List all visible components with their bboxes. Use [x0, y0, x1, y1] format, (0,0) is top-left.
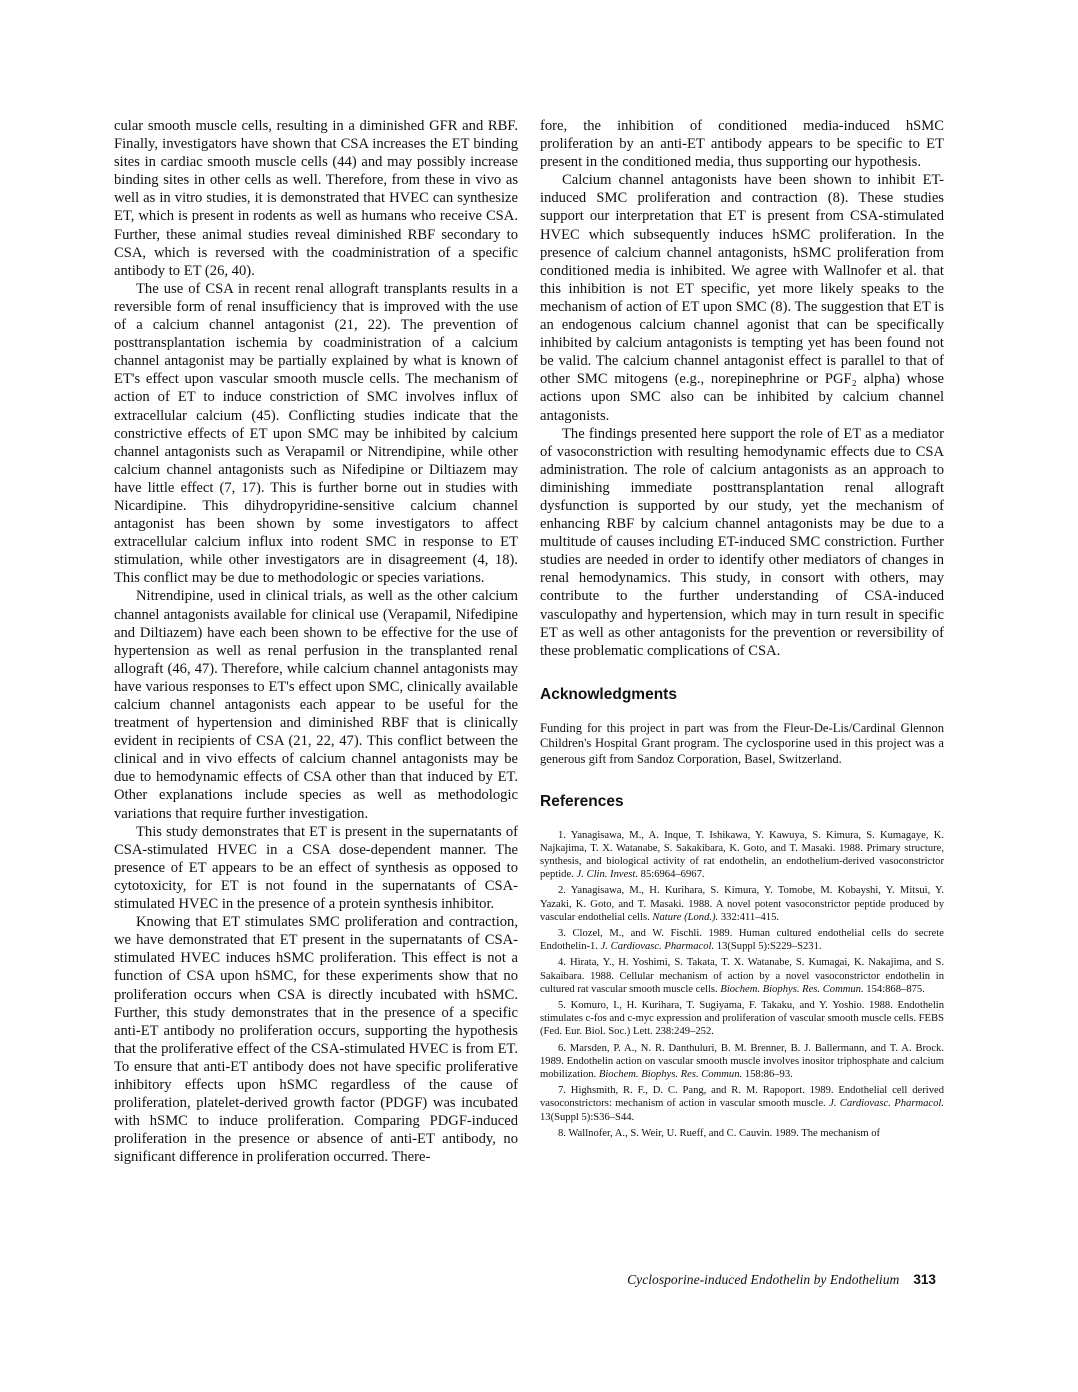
reference-text: 7. Highsmith, R. F., D. C. Pang, and R. M. Rapoport. 1989. Endothelial cell derived vasoconstrictors: mechanism of action in vascular smooth muscle.: [540, 1085, 944, 1110]
reference-text: 5. Komuro, I., H. Kurihara, T. Sugiyama, F. Takaku, and Y. Yoshio. 1988. Endothelin stimulates c-fos and c-myc expression and proliferation of vascular smooth muscle cells. FEBS (Fed. Eur. Biol. Soc.) Lett. 238:249–252.: [540, 1000, 944, 1038]
reference-text: 6. Marsden, P. A., N. R. Danthuluri, B. M. Brenner, B. J. Ballermann, and T. A. Brock. 1989. Endothelin action on vascular smooth muscle involves inositor triphosphate and calcium mobilization.: [540, 1042, 944, 1081]
reference-list: [540, 829, 944, 1140]
reference-text: 4. Hirata, Y., H. Yoshimi, S. Takata, T. X. Watanabe, S. Kumagai, K. Nakajima, and S. Sakaibara. 1988. Cellular mechanism of action by a novel vasoconstrictor endothelin in cultured rat vascular smooth muscle cells.: [540, 957, 944, 995]
body-paragraph: The findings presented here support the role of ET as a mediator of vasoconstriction with resulting hemodynamic effects due to CSA administration. The role of calcium antagonists as an approach to diminishing immediate posttransplantation renal allograft dysfunction is supported by our study, yet the mechanism of enhancing RBF by calcium channel antagonists may be due to a multitude of causes including ET-induced SMC constriction. Further studies are needed in order to identify other mediators of changes in renal hemodynamics. This study, in consort with others, may contribute to the further understanding of CSA-induced vasculopathy and hypertension, which may in turn result in specific ET as well as other antagonists for the prevention or reversibility of these problematic complications of CSA.: [540, 425, 944, 659]
left-column: [114, 117, 518, 1166]
reference-item: [540, 999, 944, 1039]
page-footer: [596, 1272, 936, 1288]
reference-item: [540, 884, 944, 924]
body-paragraph: This study demonstrates that ET is present in the supernatants of CSA-stimulated HVEC in a CSA dose-dependent manner. The presence of ET appears to be an effect of synthesis as opposed to cytotoxicity, for ET is not found in the supernatants of CSA-stimulated HVEC in the presence of a protein synthesis inhibitor.: [114, 823, 518, 913]
reference-tail: 13(Suppl 5):S229–S231.: [716, 941, 822, 953]
reference-text: 3. Clozel, M., and W. Fischli. 1989. Human cultured endothelial cells do secrete Endothelin-1.: [540, 928, 944, 953]
body-paragraph: cular smooth muscle cells, resulting in a diminished GFR and RBF. Finally, investigators have shown that CSA increases the ET binding sites in cardiac smooth muscle cells (44) and may possibly increase binding sites in other cells as well. Therefore, from these in vivo as well as in vitro studies, it is demonstrated that HVEC can synthesize ET, which is present in rodents as well as humans who receive CSA. Further, these animal studies reveal diminished RBF secondary to CSA, which is reversed with the coadministration of a specific antibody to ET (26, 40).: [114, 118, 518, 279]
reference-journal: Biochem. Biophys. Res. Commun.: [598, 1069, 743, 1081]
body-paragraph: Nitrendipine, used in clinical trials, as well as the other calcium channel antagonists available for clinical use (Verapamil, Nifedipine and Diltiazem) have each been shown to be effective for the use of hypertension as well as renal perfusion in the transplanted renal allograft (46, 47). Therefore, while calcium channel antagonists may have various responses to ET's effect upon SMC, clinically available calcium channel antagonists each appear to be useful for the treatment of hypertension and diminished RBF that is clinically evident in recipients of CSA (21, 22, 47). This conflict between the clinical and in vivo effects of calcium channel antagonists may be due to hemodynamic effects of CSA other than that induced by ET. Other explanations include species as well as methodologic variations that require further investigation.: [114, 588, 518, 822]
running-title: Cyclosporine-induced Endothelin by Endothelium: [627, 1272, 900, 1287]
reference-tail: 332:411–415.: [720, 911, 780, 923]
reference-journal: J. Clin. Invest.: [576, 869, 638, 881]
reference-item: [540, 956, 944, 996]
body-paragraph: Calcium channel antagonists have been shown to inhibit ET-induced SMC proliferation and contraction (8). These studies support our interpretation that ET is present from CSA-stimulated HVEC which subsequently induces hSMC proliferation. In the presence of calcium channel antagonists, hSMC proliferation from conditioned media is inhibited. We agree with Wallnofer et al. that this inhibition is not ET specific, yet more likely speaks to the mechanism of action of ET upon SMC (8). The suggestion that ET is an endogenous calcium channel agonist that can be specifically inhibited by calcium antagonists is tempting yet has been found not be valid. The calcium channel antagonist effect is parallel to that of other SMC mitogens (e.g., norepinephrine or PGF₂ alpha) whose actions upon SMC also can be inhibited by calcium channel antagonists.: [540, 172, 944, 424]
reference-text: 8. Wallnofer, A., S. Weir, U. Rueff, and C. Cauvin. 1989. The mechanism of: [558, 1127, 881, 1139]
reference-item: [540, 1084, 944, 1124]
reference-journal: Nature (Lond.).: [652, 911, 719, 923]
right-column: [540, 117, 944, 1143]
reference-item: [540, 1042, 944, 1082]
references-heading: References: [540, 792, 624, 810]
reference-item: [540, 829, 944, 882]
reference-journal: Biochem. Biophys. Res. Commun.: [720, 983, 864, 995]
reference-tail: 13(Suppl 5):S36–S44.: [540, 1111, 635, 1123]
reference-tail: 154:868–875.: [866, 983, 925, 995]
body-paragraph: Knowing that ET stimulates SMC proliferation and contraction, we have demonstrated that ET present in the supernatants of CSA-stimulated HVEC induces hSMC proliferation. This effect is not a function of CSA upon hSMC, for these experiments show that no proliferation occurs when CSA is directly incubated with hSMC. Further, this study demonstrates that in the presence of a specific anti-ET antibody no proliferation occurs, supporting the hypothesis that the proliferative effect of the CSA-stimulated HVEC is from ET. To ensure that anti-ET antibody does not have specific proliferative inhibitory effects upon hSMC regardless of the cause of proliferation, platelet-derived growth factor (PDGF) was incubated with hSMC to induce proliferation. Comparing PDGF-induced proliferation in the presence or absence of anti-ET antibody, no significant difference in proliferation occurred. There-: [114, 914, 518, 1166]
reference-tail: 85:6964–6967.: [640, 869, 705, 881]
body-paragraph: fore, the inhibition of conditioned media-induced hSMC proliferation by an anti-ET antibody appears to be specific to ET present in the conditioned media, thus supporting our hypothesis.: [540, 118, 944, 171]
reference-item: [540, 1127, 944, 1140]
acknowledgments-heading: Acknowledgments: [540, 685, 677, 703]
reference-item: [540, 927, 944, 953]
reference-tail: 158:86–93.: [744, 1069, 793, 1081]
references-section: [540, 793, 944, 1140]
body-paragraph: The use of CSA in recent renal allograft transplants results in a reversible form of renal insufficiency that is improved with the use of a calcium channel antagonist (21, 22). The prevention of posttransplantation ischemia by coadministration of a calcium channel antagonist may be partially explained by what is known of ET's effect upon vascular smooth muscle cells. The mechanism of action of ET to induce constriction of SMC involves influx of extracellular calcium (45). Conflicting studies indicate that the constrictive effects of ET upon SMC may be inhibited by calcium channel antagonists such as Verapamil or Nitrendipine, while other calcium channel antagonists such as Nifedipine or Diltiazem may have little effect (7, 17). This is further borne out in studies with Nicardipine. This dihydropyridine-sensitive calcium channel antagonist has been shown by some investigators to affect extracellular calcium influx into rodent SMC in response to ET stimulation, while other investigators are in disagreement (4, 18). This conflict may be due to methodologic or species variations.: [114, 280, 518, 587]
reference-text: 2. Yanagisawa, M., H. Kurihara, S. Kimura, Y. Tomobe, M. Kobayshi, Y. Mitsui, Y. Yazaki, K. Goto, and T. Masaki. 1988. A novel potent vasoconstrictor peptide produced by vascular endothelial cells.: [540, 885, 944, 923]
acknowledgments-section: [540, 686, 944, 768]
reference-text: 1. Yanagisawa, M., A. Inque, T. Ishikawa, Y. Kawuya, S. Kimura, S. Kumagaye, K. Najkajima, T. X. Watanabe, S. Sakakibara, K. Goto, and T. Masaki. 1988. Primary structure, synthesis, and biological activity of rat endothelin, an endothelium-derived vasoconstrictor peptide.: [540, 829, 944, 881]
page-number: 313: [913, 1272, 936, 1287]
reference-journal: J. Cardiovasc. Pharmacol.: [600, 941, 715, 953]
acknowledgments-text: Funding for this project in part was from the Fleur-De-Lis/Cardinal Glennon Children's Hospital Grant program. The cyclosporine used in this project was a generous gift from Sandoz Corporation, Basel, Switzerland.: [540, 720, 944, 766]
reference-journal: J. Cardiovasc. Pharmacol.: [829, 1098, 944, 1110]
